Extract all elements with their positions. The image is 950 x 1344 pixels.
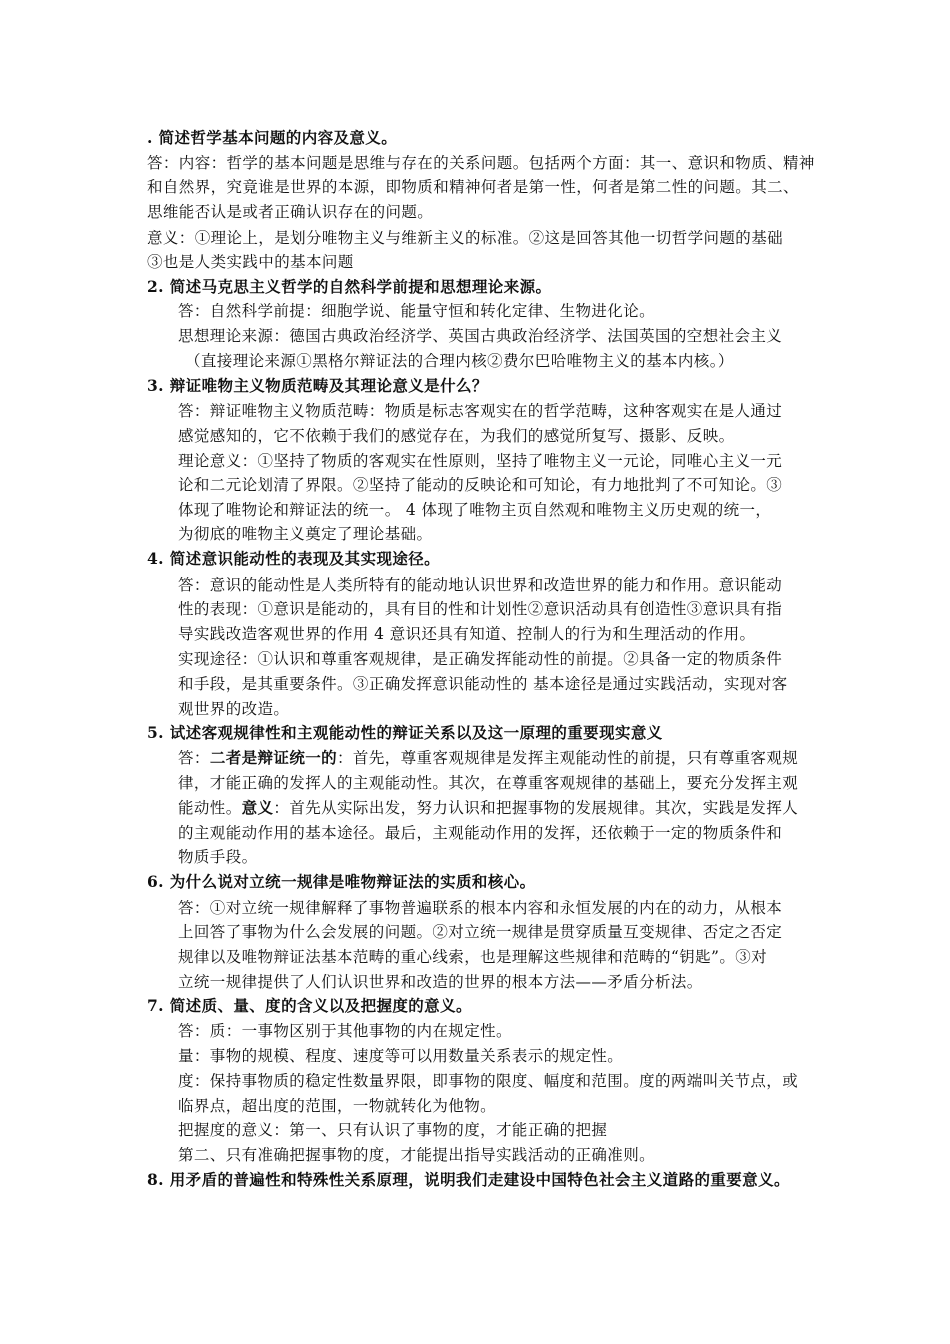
- answer-line: 量：事物的规模、程度、速度等可以用数量关系表示的规定性。: [178, 1047, 624, 1065]
- answer-text: ：首先，尊重客观规律是发挥主观能动性的前提，只有尊重客观规: [337, 749, 799, 767]
- answer-line: 答：辩证唯物主义物质范畴：物质是标志客观实在的哲学范畴，这种客观实在是人通过: [178, 402, 783, 420]
- answer-line: 思维能否认是或者正确认识存在的问题。: [147, 203, 434, 221]
- question-1-title: . 简述哲学基本问题的内容及意义。: [147, 128, 398, 147]
- answer-line: 观世界的改造。: [178, 700, 290, 718]
- answer-line: 理论意义：①坚持了物质的客观实在性原则，坚持了唯物主义一元论，同唯心主义一元: [178, 452, 783, 470]
- question-7-title: 7. 简述质、量、度的含义以及把握度的意义。: [147, 996, 472, 1015]
- question-4-title: 4. 简述意识能动性的表现及其实现途径。: [147, 549, 441, 568]
- answer-line: 规律以及唯物辩证法基本范畴的重心线索，也是理解这些规律和范畴的“钥匙”。③对: [178, 948, 768, 966]
- answer-line: 和手段，是其重要条件。③正确发挥意识能动性的 基本途径是通过实践活动，实现对客: [178, 675, 788, 693]
- answer-line: 答：①对立统一规律解释了事物普遍联系的根本内容和永恒发展的内在的动力，从根本: [178, 899, 783, 917]
- answer-line: 答：意识的能动性是人类所特有的能动地认识世界和改造世界的能力和作用。意识能动: [178, 576, 783, 594]
- answer-line: 思想理论来源：德国古典政治经济学、英国古典政治经济学、法国英国的空想社会主义: [178, 327, 783, 345]
- answer-line: 律，才能正确的发挥人的主观能动性。其次，在尊重客观规律的基础上，要充分发挥主观: [178, 774, 799, 792]
- answer-line: ③也是人类实践中的基本问题: [147, 253, 354, 271]
- answer-line: 为彻底的唯物主义奠定了理论基础。: [178, 525, 433, 543]
- answer-line: [178, 748, 798, 768]
- answer-line: 意义：①理论上，是划分唯物主义与维新主义的标准。②这是回答其他一切哲学问题的基础: [147, 229, 784, 247]
- answer-line: 感觉感知的，它不依赖于我们的感觉存在，为我们的感觉所复写、摄影、反映。: [178, 427, 735, 445]
- answer-line: 性的表现：①意识是能动的，具有目的性和计划性②意识活动具有创造性③意识具有指: [178, 600, 783, 618]
- answer-line: 的主观能动作用的基本途径。最后，主观能动作用的发挥，还依赖于一定的物质条件和: [178, 824, 783, 842]
- answer-line: 实现途径：①认识和尊重客观规律，是正确发挥能动性的前提。②具备一定的物质条件: [178, 650, 783, 668]
- answer-line: 立统一规律提供了人们认识世界和改造的世界的根本方法——矛盾分析法。: [178, 973, 703, 991]
- bold-phrase: 二者是辩证统一的: [209, 748, 338, 767]
- answer-line: 导实践改造客观世界的作用 4 意识还具有知道、控制人的行为和生理活动的作用。: [178, 625, 756, 643]
- question-5-title: 5. 试述客观规律性和主观能动性的辩证关系以及这一原理的重要现实意义: [147, 723, 663, 742]
- question-2-title: 2. 简述马克思主义哲学的自然科学前提和思想理论来源。: [147, 277, 552, 296]
- answer-line: [178, 798, 798, 818]
- answer-line: 答：质：一事物区别于其他事物的内在规定性。: [178, 1022, 512, 1040]
- bold-phrase: 意义: [241, 798, 274, 817]
- answer-line: 第二、只有准确把握事物的度，才能提出指导实践活动的正确准则。: [178, 1146, 656, 1164]
- answer-prefix: 答：: [178, 749, 210, 767]
- question-8-title: 8. 用矛盾的普遍性和特殊性关系原理，说明我们走建设中国特色社会主义道路的重要意义。: [147, 1170, 790, 1189]
- answer-line: 把握度的意义：第一、只有认识了事物的度，才能正确的把握: [178, 1121, 608, 1139]
- answer-line: 答：自然科学前提：细胞学说、能量守恒和转化定律、生物进化论。: [178, 302, 656, 320]
- question-3-title: 3. 辩证唯物主义物质范畴及其理论意义是什么？: [147, 376, 488, 395]
- answer-line: 和自然界，究竟谁是世界的本源，即物质和精神何者是第一性，何者是第二性的问题。其二、: [147, 178, 799, 196]
- answer-line: 临界点，超出度的范围，一物就转化为他物。: [178, 1097, 497, 1115]
- answer-line: 物质手段。: [178, 848, 258, 866]
- answer-line: 度：保持事物质的稳定性数量界限，即事物的限度、幅度和范围。度的两端叫关节点，或: [178, 1072, 799, 1090]
- answer-line: 论和二元论划清了界限。②坚持了能动的反映论和可知论，有力地批判了不可知论。③: [178, 476, 783, 494]
- answer-line: 答：内容：哲学的基本问题是思维与存在的关系问题。包括两个方面：其一、意识和物质、精神: [147, 154, 815, 172]
- answer-line: 上回答了事物为什么会发展的问题。②对立统一规律是贯穿质量互变规律、否定之否定: [178, 923, 783, 941]
- question-6-title: 6. 为什么说对立统一规律是唯物辩证法的实质和核心。: [147, 872, 536, 891]
- answer-text: ：首先从实际出发，努力认识和把握事物的发展规律。其次，实践是发挥人: [273, 799, 799, 817]
- answer-prefix: 能动性。: [178, 799, 242, 817]
- answer-line: （直接理论来源①黑格尔辩证法的合理内核②费尔巴哈唯物主义的基本内核。）: [185, 352, 734, 370]
- answer-line: 体现了唯物论和辩证法的统一。 4 体现了唯物主页自然观和唯物主义历史观的统一，: [178, 501, 772, 519]
